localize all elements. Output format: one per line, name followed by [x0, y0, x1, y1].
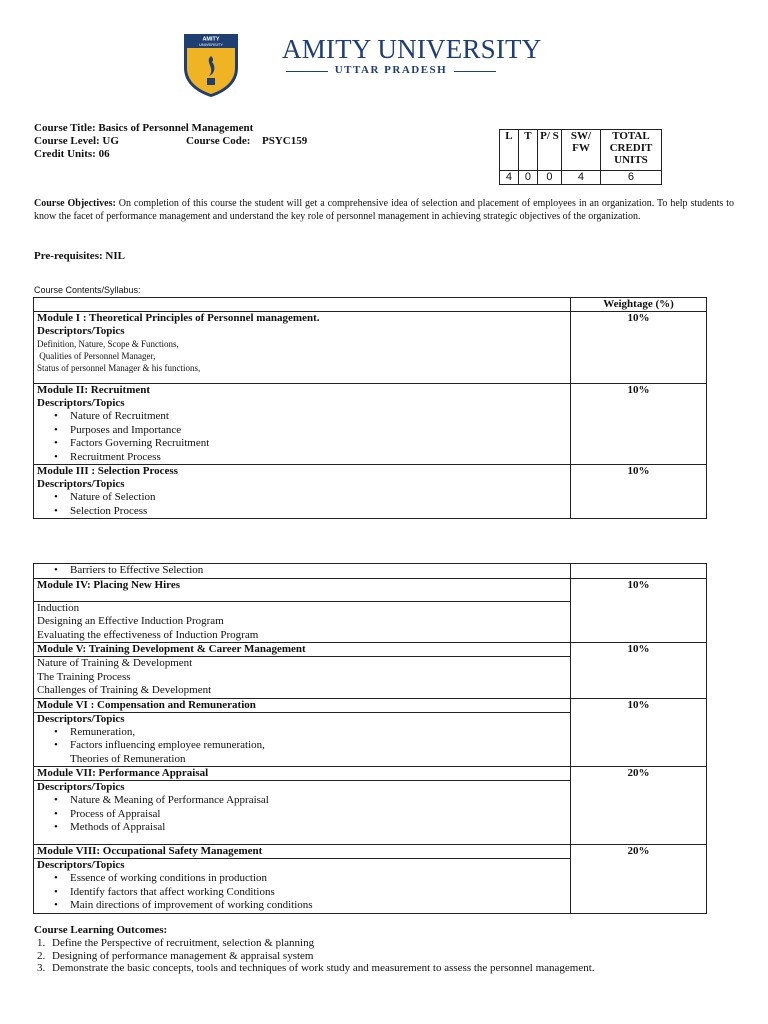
- module-3: [34, 465, 571, 519]
- objectives-label: Course Objectives:: [34, 198, 116, 209]
- topic: Qualities of Personnel Manager,: [37, 351, 156, 361]
- module-title: Module II: Recruitment: [37, 384, 151, 396]
- topic: • Essence of working conditions in production: [70, 872, 570, 886]
- module-weight: 10%: [571, 312, 707, 384]
- credit-header: TOTAL CREDIT UNITS: [600, 130, 661, 171]
- svg-text:AMITY: AMITY: [202, 36, 220, 43]
- topic: • Nature of Selection: [70, 491, 567, 505]
- module-4: [34, 578, 571, 643]
- topic: Induction: [37, 601, 80, 614]
- topic: • Factors influencing employee remuneration,: [70, 739, 570, 753]
- module-8: [34, 845, 571, 914]
- topic: Evaluating the effectiveness of Induction Program: [37, 628, 259, 641]
- descriptor-label: Descriptors/Topics: [37, 712, 125, 725]
- course-objectives: [34, 198, 734, 223]
- descriptor-label: Descriptors/Topics: [37, 325, 125, 337]
- course-level: Course Level: UG: [34, 135, 119, 147]
- topic: • Identify factors that affect working Conditions: [70, 886, 570, 900]
- topic: Status of personnel Manager & his functions,: [37, 363, 201, 373]
- topic: • Remuneration,: [70, 726, 570, 740]
- topic: • Barriers to Effective Selection: [70, 564, 567, 578]
- credit-value: 6: [600, 171, 661, 185]
- module-title: Module VIII: Occupational Safety Management: [34, 845, 570, 859]
- credit-header: SW/ FW: [562, 130, 601, 171]
- module-title: Module III : Selection Process: [37, 465, 178, 477]
- credit-value: 4: [500, 171, 519, 185]
- syllabus-table-2: [33, 563, 707, 914]
- topic: Theories of Remuneration: [70, 752, 186, 765]
- syllabus-table-1: [33, 297, 707, 519]
- module-weight: 10%: [571, 578, 707, 643]
- university-name: AMITY UNIVERSITY: [282, 34, 542, 64]
- course-code-value: PSYC159: [262, 135, 308, 147]
- credit-value: 0: [537, 171, 561, 185]
- course-code-label: Course Code:: [186, 135, 251, 147]
- topic: • Purposes and Importance: [70, 424, 567, 438]
- module-weight: 20%: [571, 845, 707, 914]
- module-title: Module V: Training Development & Career Management: [34, 643, 570, 657]
- module-title: Module I : Theoretical Principles of Personnel management.: [37, 312, 320, 324]
- topic: • Nature of Recruitment: [70, 410, 567, 424]
- descriptor-label: Descriptors/Topics: [37, 478, 125, 490]
- topic: • Factors Governing Recruitment: [70, 437, 567, 451]
- module-weight: 10%: [571, 465, 707, 519]
- credit-units: Credit Units: 06: [34, 148, 110, 160]
- outcome-item: 2. Designing of performance management & appraisal system: [48, 950, 768, 963]
- topic: • Main directions of improvement of working conditions: [70, 899, 570, 913]
- topic: Challenges of Training & Development: [37, 684, 212, 696]
- course-title: Course Title: Basics of Personnel Management: [34, 122, 254, 134]
- module-title: Module VI : Compensation and Remuneration: [34, 699, 570, 713]
- module-1: [34, 312, 571, 384]
- credit-value: 4: [562, 171, 601, 185]
- outcome-item: 1. Define the Perspective of recruitment, selection & planning: [48, 937, 768, 950]
- credit-value: 0: [518, 171, 537, 185]
- topic: Definition, Nature, Scope & Functions,: [37, 339, 179, 349]
- credit-header: T: [518, 130, 537, 171]
- descriptor-label: Descriptors/Topics: [37, 859, 125, 871]
- topic: Designing an Effective Induction Program: [37, 615, 224, 627]
- outcomes-label: Course Learning Outcomes:: [34, 924, 168, 936]
- credit-header: L: [500, 130, 519, 171]
- module-weight: 10%: [571, 643, 707, 699]
- module-title: Module VII: Performance Appraisal: [34, 767, 570, 781]
- objectives-text: On completion of this course the student will get a comprehensive idea of selection and placement of employees in an organization. To help students to know the facet of performance management and understand the key role of personnel management in achieving strategic objectives of the organization.: [34, 198, 734, 222]
- module-title: Module IV: Placing New Hires: [34, 579, 570, 602]
- topic: Nature of Training & Development: [37, 657, 193, 669]
- credit-table: [499, 129, 662, 185]
- prerequisites: Pre-requisites: NIL: [34, 250, 125, 262]
- topic: • Nature & Meaning of Performance Appraisal: [70, 794, 570, 808]
- university-location: UTTAR PRADESH: [286, 64, 496, 76]
- descriptor-label: Descriptors/Topics: [37, 781, 125, 793]
- outcome-item: 3. Demonstrate the basic concepts, tools and techniques of work study and measurement to assess the personnel management.: [48, 962, 768, 975]
- module-5: [34, 643, 571, 699]
- module-6: [34, 698, 571, 767]
- svg-text:UNIVERSITY: UNIVERSITY: [198, 42, 224, 47]
- topic: • Process of Appraisal: [70, 808, 570, 822]
- topic: • Recruitment Process: [70, 451, 567, 465]
- module-2: [34, 384, 571, 465]
- university-logo: [182, 32, 240, 98]
- contents-label: Course Contents/Syllabus:: [34, 285, 141, 295]
- module-weight: 20%: [571, 767, 707, 845]
- topic: • Methods of Appraisal: [70, 821, 570, 835]
- topic: • Selection Process: [70, 505, 567, 519]
- outcomes-list: [18, 937, 768, 975]
- module-weight: 10%: [571, 384, 707, 465]
- descriptor-label: Descriptors/Topics: [37, 397, 125, 409]
- module-7: [34, 767, 571, 845]
- weightage-header: Weightage (%): [571, 298, 707, 312]
- module-weight: 10%: [571, 698, 707, 767]
- credit-header: P/ S: [537, 130, 561, 171]
- topic: The Training Process: [37, 670, 131, 683]
